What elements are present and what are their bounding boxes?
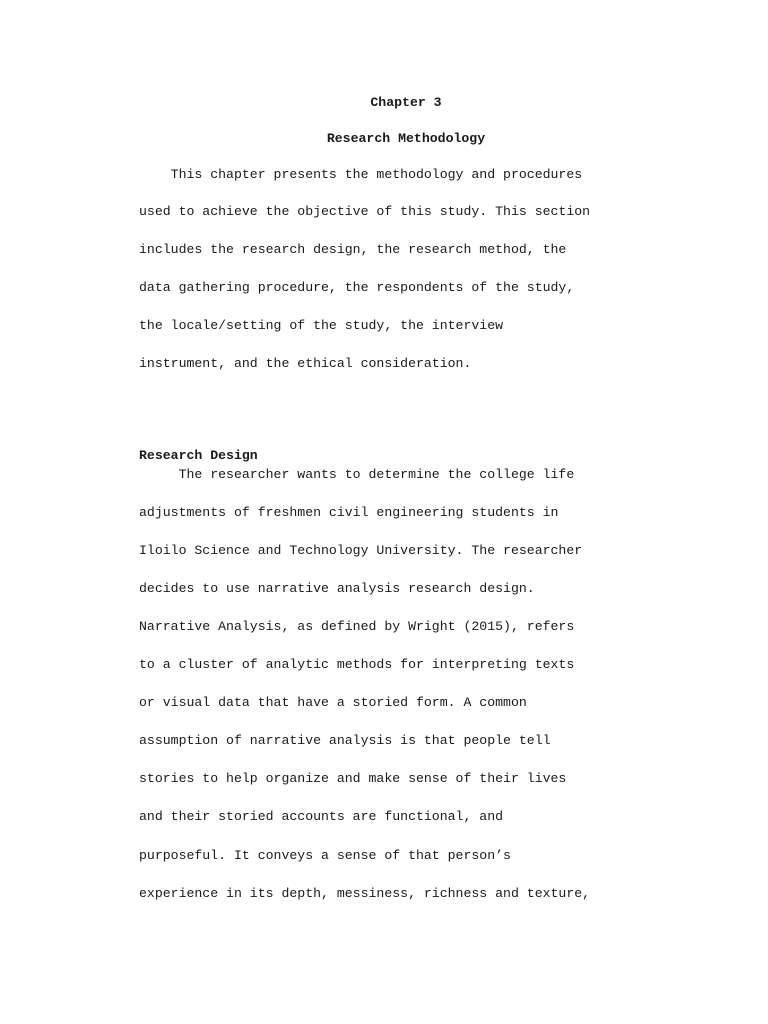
intro-line: the locale/setting of the study, the interview — [139, 318, 504, 333]
body-line: decides to use narrative analysis research design. — [139, 581, 535, 596]
intro-line: data gathering procedure, the respondents of the study, — [139, 280, 575, 295]
section-heading: Research Design — [139, 448, 258, 463]
body-line: adjustments of freshmen civil engineering students in — [139, 505, 559, 520]
intro-line: used to achieve the objective of this study. This section — [139, 204, 591, 219]
body-line: or visual data that have a storied form. A common — [139, 695, 527, 710]
intro-line: instrument, and the ethical consideration. — [139, 356, 472, 371]
body-line: Narrative Analysis, as defined by Wright (2015), refers — [139, 619, 575, 634]
body-line: purposeful. It conveys a sense of that person’s — [139, 848, 511, 863]
intro-line: This chapter presents the methodology and procedures — [139, 167, 583, 182]
body-line: assumption of narrative analysis is that people tell — [139, 733, 551, 748]
body-line: and their storied accounts are functional, and — [139, 809, 504, 824]
body-line: to a cluster of analytic methods for interpreting texts — [139, 657, 575, 672]
intro-line: includes the research design, the research method, the — [139, 242, 567, 257]
body-line: experience in its depth, messiness, richness and texture, — [139, 886, 591, 901]
chapter-title: Chapter 3 — [370, 95, 442, 110]
body-line: Iloilo Science and Technology University. The researcher — [139, 543, 583, 558]
body-line: The researcher wants to determine the college life — [139, 467, 575, 482]
body-line: stories to help organize and make sense of their lives — [139, 771, 567, 786]
chapter-subtitle: Research Methodology — [326, 131, 486, 146]
